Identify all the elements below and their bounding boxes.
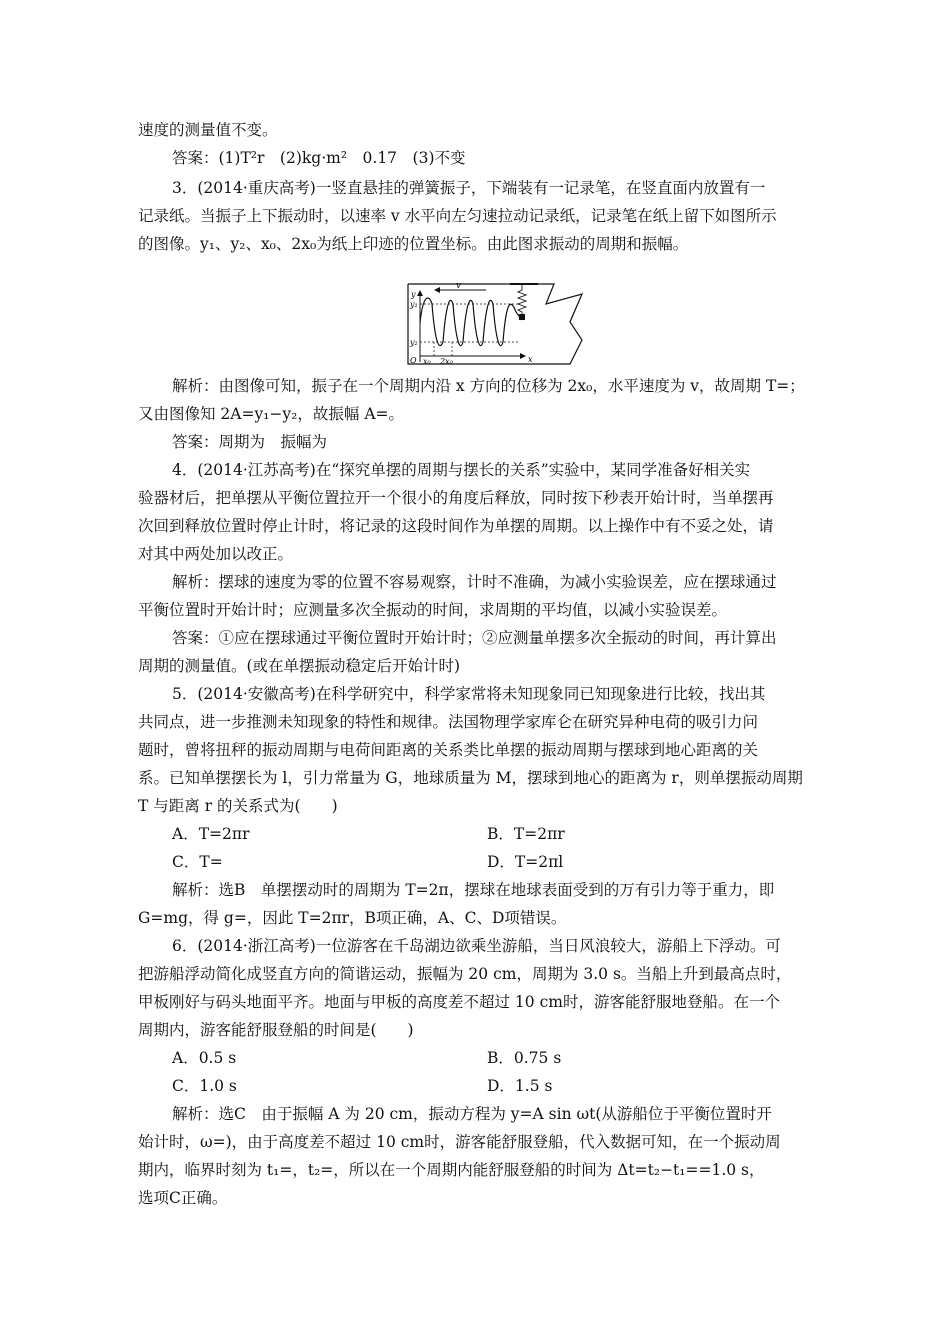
solution-line: 解析：选B 单摆摆动时的周期为 T=2π，摆球在地球表面受到的万有引力等于重力，即	[172, 881, 775, 899]
question-5-line: 共同点，进一步推测未知现象的特性和规律。法国物理学家库仑在研究异种电荷的吸引力问	[138, 713, 759, 731]
question-6-line: 把游船浮动简化成竖直方向的简谐运动，振幅为 20 cm，周期为 3.0 s。当船上升到最高点时，	[138, 965, 792, 983]
vibration-trace-figure	[406, 282, 584, 366]
text-line: 速度的测量值不变。	[138, 121, 278, 139]
solution-line: G=mg，得 g=，因此 T=2πr，B项正确，A、C、D项错误。	[138, 909, 567, 927]
question-6-line: 6．(2014·浙江高考)一位游客在千岛湖边欲乘坐游船，当日风浪较大，游船上下浮动。可	[172, 937, 781, 955]
solution-line: 选项C正确。	[138, 1189, 228, 1207]
spring	[518, 284, 526, 314]
oscillation-trace	[420, 298, 522, 346]
solution-line: 始计时，ω=)，由于高度差不超过 10 cm时，游客能舒服登船，代入数据可知，在一个振动周	[138, 1133, 781, 1151]
solution-line: 又由图像知 2A=y₁−y₂，故振幅 A=。	[138, 405, 405, 423]
label-x0: x₀	[423, 357, 431, 366]
question-4-line: 对其中两处加以改正。	[138, 545, 294, 563]
question-5-line: 题时，曾将扭秤的振动周期与电荷间距离的关系类比单摆的振动周期与摆球到地心距离的关	[138, 741, 759, 759]
question-6-line: 周期内，游客能舒服登船的时间是( )	[138, 1021, 414, 1039]
answer-line: 周期的测量值。(或在单摆振动稳定后开始计时)	[138, 657, 461, 675]
velocity-arrowhead	[434, 287, 440, 293]
label-2x0: 2x₀	[440, 357, 453, 366]
question-5-line: 系。已知单摆摆长为 l，引力常量为 G，地球质量为 M，摆球到地心的距离为 r，则单摆振动周期	[138, 769, 803, 787]
question-3-line: 记录纸。当振子上下振动时，以速率 v 水平向左匀速拉动记录纸，记录笔在纸上留下如图所示	[138, 207, 777, 225]
question-5-line: T 与距离 r 的关系式为( )	[138, 797, 338, 815]
answer-line: 答案：(1)T²r (2)kg·m² 0.17 (3)不变	[172, 149, 466, 167]
q5-option-b: B．T=2πr	[487, 825, 565, 843]
solution-line: 解析：摆球的速度为零的位置不容易观察，计时不准确，为减小实验误差，应在摆球通过	[172, 573, 777, 591]
answer-line: 答案：①应在摆球通过平衡位置时开始计时；②应测量单摆多次全振动的时间，再计算出	[172, 629, 777, 647]
solution-line: 期内，临界时刻为 t₁=，t₂=，所以在一个周期内能舒服登船的时间为 Δt=t₂−t₁==1.0 s，	[138, 1161, 765, 1179]
question-3-line: 的图像。y₁、y₂、x₀、2x₀为纸上印迹的位置坐标。由此图求振动的周期和振幅。	[138, 235, 689, 253]
y-axis-arrowhead	[417, 290, 423, 296]
question-3-line: 3．(2014·重庆高考)一竖直悬挂的弹簧振子，下端装有一记录笔，在竖直面内放置有一	[172, 179, 766, 197]
question-6-line: 甲板刚好与码头地面平齐。地面与甲板的高度差不超过 10 cm时，游客能舒服地登船。在一个	[138, 993, 780, 1011]
solution-line: 解析：选C 由于振幅 A 为 20 cm，振动方程为 y=A sin ωt(从游船位于平衡位置时开	[172, 1105, 772, 1123]
answer-line: 答案：周期为 振幅为	[172, 433, 328, 451]
label-x: x	[528, 355, 533, 364]
q5-option-c: C．T=	[172, 853, 223, 871]
question-4-line: 4．(2014·江苏高考)在“探究单摆的周期与摆长的关系”实验中，某同学准备好相关实	[172, 461, 751, 479]
solution-line: 平衡位置时开始计时；应测量多次全振动的时间，求周期的平均值，以减小实验误差。	[138, 601, 728, 619]
q5-option-a: A．T=2πr	[172, 825, 250, 843]
q5-option-d: D．T=2πl	[487, 853, 564, 871]
question-4-line: 次回到释放位置时停止计时，将记录的这段时间作为单摆的周期。以上操作中有不妥之处，请	[138, 517, 774, 535]
label-y2: y₂	[410, 338, 418, 347]
q6-option-a: A．0.5 s	[172, 1049, 237, 1067]
q6-option-d: D．1.5 s	[487, 1077, 553, 1095]
label-v: v	[456, 282, 462, 291]
q6-option-b: B．0.75 s	[487, 1049, 562, 1067]
question-5-line: 5．(2014·安徽高考)在科学研究中，科学家常将未知现象同已知现象进行比较，找出其	[172, 685, 766, 703]
label-y: y	[411, 290, 416, 299]
q6-option-c: C．1.0 s	[172, 1077, 237, 1095]
question-4-line: 验器材后，把单摆从平衡位置拉开一个很小的角度后释放，同时按下秒表开始计时，当单摆再	[138, 489, 774, 507]
solution-line: 解析：由图像可知，振子在一个周期内沿 x 方向的位移为 2x₀，水平速度为 v，故周期 T=；	[172, 377, 805, 395]
label-origin: O	[410, 356, 417, 365]
x-axis-arrowhead	[520, 353, 526, 359]
label-y1: y₁	[410, 300, 418, 309]
